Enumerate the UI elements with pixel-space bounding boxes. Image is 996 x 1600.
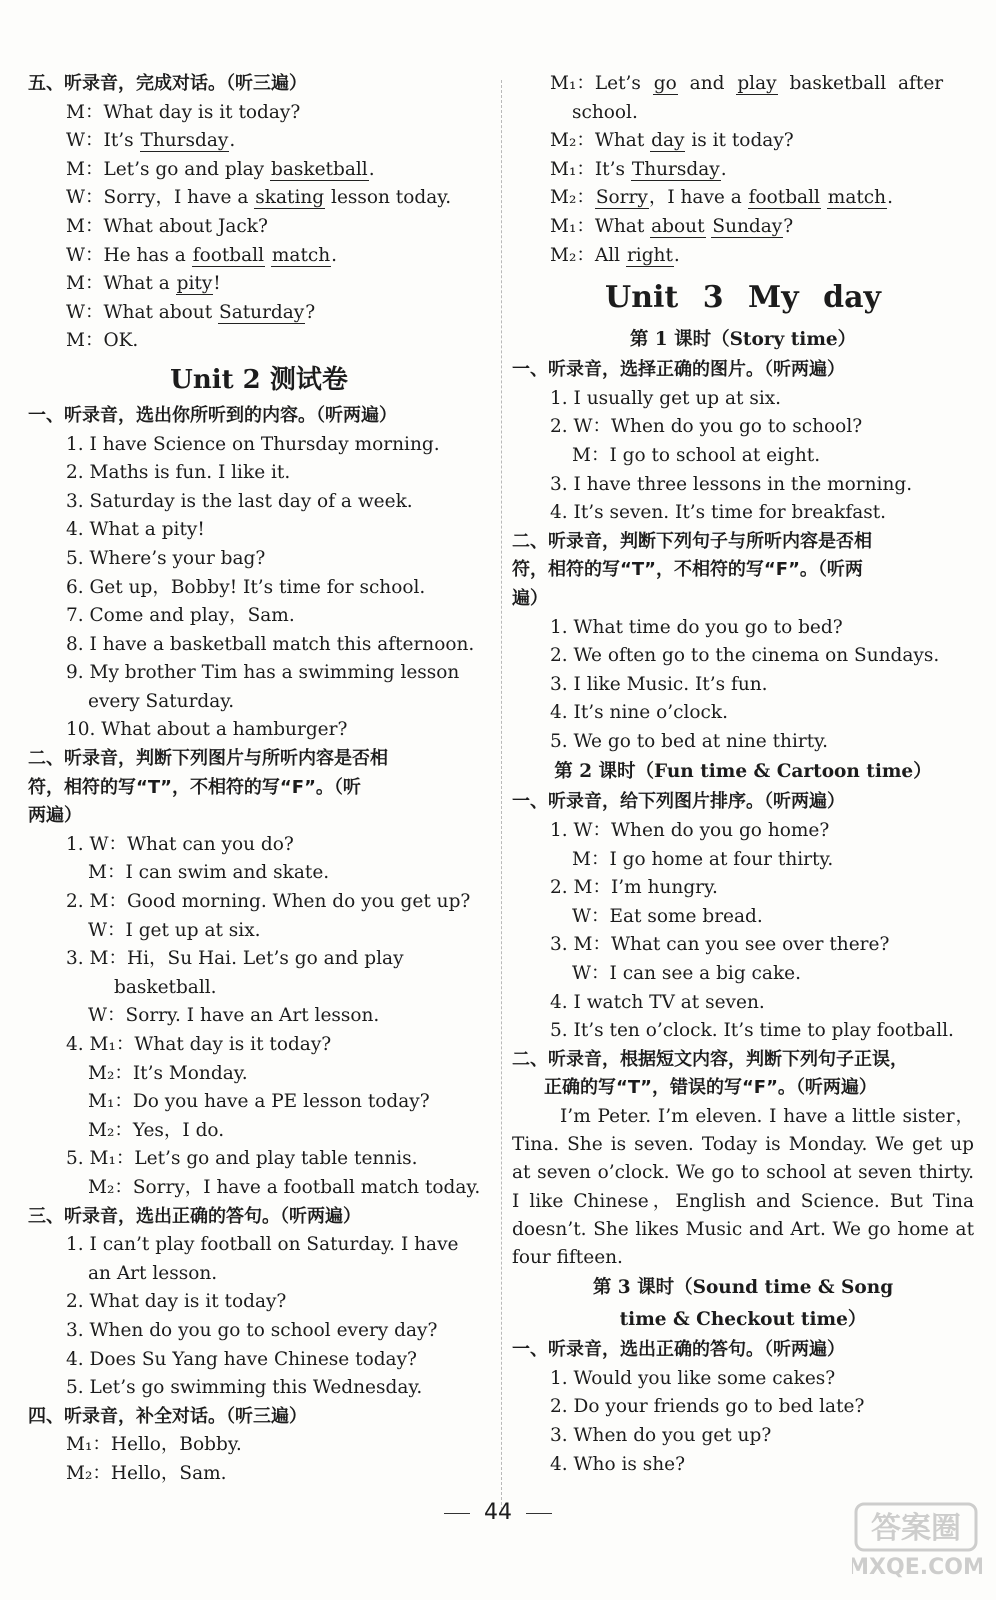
text-run: W：What about — [66, 301, 219, 323]
text-run: 2. W：When do you go to school? — [550, 416, 863, 438]
section-heading: 五、听录音，完成对话。（听三遍） — [28, 73, 307, 94]
text-run: M₂： — [550, 187, 595, 209]
section-heading: 一、听录音，选出你所听到的内容。（听两遍） — [28, 404, 397, 426]
text-run: 10. What about a hamburger? — [66, 719, 348, 741]
text-run: 3. When do you go to school every day? — [66, 1319, 438, 1341]
section-heading: 一、听录音，给下列图片排序。（听两遍） — [512, 791, 845, 813]
text-run: 4. Who is she? — [550, 1453, 686, 1475]
text-run: M₁：Let’s — [550, 73, 653, 94]
text-run: 4. I watch TV at seven. — [550, 991, 765, 1013]
text-run: W：I can see a big cake. — [572, 963, 801, 985]
lesson-title: time & Checkout time） — [619, 1309, 867, 1331]
answer-underline: match — [271, 244, 331, 266]
text-line — [512, 1017, 974, 1046]
text-line — [28, 888, 490, 917]
text-run: 6. Get up，Bobby! It’s time for school. — [66, 576, 426, 598]
lesson-title: 第 3 课时（Sound time & Song — [592, 1277, 894, 1299]
text-line — [28, 213, 490, 242]
text-line — [28, 659, 490, 688]
answer-underline: Saturday — [219, 301, 305, 323]
text-run: 8. I have a basketball match this afternoon. — [66, 633, 475, 655]
text-run: M₁：What — [550, 215, 651, 237]
text-line — [512, 960, 974, 989]
answer-underline: pity — [176, 273, 213, 295]
text-line — [28, 859, 490, 888]
text-line — [28, 1374, 490, 1403]
text-line — [28, 545, 490, 574]
text-line — [28, 488, 490, 517]
text-run: M₂：Yes，I do. — [88, 1119, 225, 1141]
section-heading: 正确的写“T”，错误的写“F”。（听两遍） — [544, 1077, 877, 1099]
left-column — [28, 70, 490, 1489]
text-line — [512, 989, 974, 1018]
text-line — [28, 184, 490, 213]
text-run: M₁：Do you have a PE lesson today? — [88, 1091, 430, 1113]
text-line — [512, 499, 974, 528]
text-line — [512, 1365, 974, 1394]
text-run: 3. I like Music. It’s fun. — [550, 673, 768, 695]
text-run: 7. Come and play，Sam. — [66, 605, 295, 627]
answer-underline: about — [651, 215, 705, 237]
footer-dash-right — [526, 1513, 552, 1514]
text-run: school. — [572, 101, 638, 123]
text-run: basketball after — [777, 73, 944, 94]
text-run: 2. Maths is fun. I like it. — [66, 462, 291, 484]
text-line — [512, 127, 974, 156]
text-run: . — [887, 187, 893, 209]
section-heading: 四、听录音，补全对话。（听三遍） — [28, 1405, 307, 1427]
text-run: 5. It’s ten o’clock. It’s time to play football. — [550, 1020, 954, 1042]
answer-underline: play — [737, 73, 777, 94]
text-run: W：Sorry，I have a — [66, 187, 255, 209]
text-line — [28, 1288, 490, 1317]
section-heading: 一、听录音，选出正确的答句。（听两遍） — [512, 1339, 845, 1361]
text-line — [28, 917, 490, 946]
text-run: every Saturday. — [88, 690, 235, 712]
text-line — [28, 270, 490, 299]
text-line — [28, 1117, 490, 1146]
text-run: M₁：Hello，Bobby. — [66, 1434, 242, 1456]
text-run: 2. We often go to the cinema on Sundays. — [550, 645, 940, 667]
text-line — [512, 242, 974, 271]
text-run: . — [229, 130, 236, 152]
text-run: 5. M₁：Let’s go and play table tennis. — [66, 1148, 418, 1170]
text-run: M：What a — [66, 273, 176, 295]
text-run: M₂：Hello，Sam. — [66, 1462, 227, 1484]
text-run: 1. I have Science on Thursday morning. — [66, 433, 440, 455]
text-line — [28, 602, 490, 631]
text-run: is it today? — [685, 130, 794, 152]
text-run — [265, 245, 271, 266]
text-line — [512, 413, 974, 442]
text-line — [512, 213, 974, 242]
text-run: 2. What day is it today? — [66, 1291, 287, 1313]
text-run: M₂：It’s Monday. — [88, 1062, 248, 1084]
text-run: an Art lesson. — [88, 1262, 218, 1284]
text-run: 3. When do you get up? — [550, 1425, 772, 1446]
text-line — [28, 327, 490, 356]
text-line — [512, 385, 974, 414]
text-line — [512, 846, 974, 875]
answer-underline: football — [748, 187, 820, 209]
text-run: ? — [783, 215, 794, 237]
answer-underline: basketball — [271, 158, 368, 180]
answer-underline: Thursday — [631, 158, 720, 180]
text-line — [28, 1346, 490, 1375]
lesson-title: 第 2 课时（Fun time & Cartoon time） — [554, 761, 932, 783]
text-run: . — [720, 158, 727, 180]
section-heading: 符，相符的写“T”，不相符的写“F”。（听两 — [512, 559, 863, 581]
text-line — [512, 471, 974, 500]
text-run: M₁：It’s — [550, 158, 631, 180]
text-run: M：What about Jack? — [66, 215, 268, 237]
text-run: M：What day is it today? — [66, 101, 301, 123]
answer-underline: Sunday — [712, 215, 783, 237]
text-line — [28, 299, 490, 328]
text-line — [512, 728, 974, 757]
text-line — [28, 516, 490, 545]
page-footer — [0, 1500, 996, 1525]
text-run: 5. Where’s your bag? — [66, 547, 266, 569]
answer-underline: right — [626, 244, 673, 266]
text-line — [512, 99, 974, 128]
text-line — [512, 70, 974, 99]
answer-underline: football — [192, 244, 264, 266]
text-run: M：I can swim and skate. — [88, 862, 330, 884]
text-run: M：OK. — [66, 330, 139, 352]
unit-title: Unit 3 My day — [605, 280, 881, 316]
text-line — [512, 184, 974, 213]
text-run: . — [331, 244, 338, 266]
text-run: 1. W：When do you go home? — [550, 820, 830, 842]
text-run — [821, 187, 827, 208]
text-run: 4. It’s seven. It’s time for breakfast. — [550, 502, 887, 524]
text-run: 3. I have three lessons in the morning. — [550, 473, 913, 495]
text-line — [28, 974, 490, 1003]
text-line — [28, 99, 490, 128]
text-run: W：I get up at six. — [88, 919, 261, 941]
text-line — [28, 1431, 490, 1460]
text-run: basketball. — [114, 976, 217, 998]
watermark-url: MXQE.COM — [852, 1555, 982, 1580]
text-run: 4. It’s nine o’clock. — [550, 702, 728, 724]
text-line — [28, 242, 490, 271]
section-heading: 遍） — [512, 587, 548, 609]
text-run: M₂：All — [550, 244, 626, 266]
text-line — [512, 156, 974, 185]
text-line — [28, 945, 490, 974]
section-heading: 三、听录音，选出正确的答句。（听两遍） — [28, 1205, 361, 1227]
section-heading: 二、听录音，判断下列句子与所听内容是否相 — [512, 530, 872, 552]
unit-title: Unit 2 测试卷 — [170, 364, 348, 395]
lesson-title: 第 1 课时（Story time） — [629, 329, 857, 351]
answer-underline: day — [651, 130, 685, 152]
text-line — [28, 1231, 490, 1260]
text-run: M₂：Sorry，I have a football match today. — [88, 1176, 481, 1198]
column-divider — [501, 80, 502, 1510]
text-run: M₂：What — [550, 130, 651, 152]
text-run: 4. What a pity! — [66, 519, 205, 541]
watermark-logo — [852, 1498, 982, 1582]
text-run: 2. M：Good morning. When do you get up? — [66, 891, 471, 913]
text-line — [28, 1260, 490, 1289]
answer-underline: match — [827, 187, 887, 209]
text-line — [512, 442, 974, 471]
text-line — [28, 1460, 490, 1489]
text-line — [28, 1002, 490, 1031]
text-run: M：I go home at four thirty. — [572, 848, 834, 870]
text-line — [512, 874, 974, 903]
text-run: 2. Do your friends go to bed late? — [550, 1396, 865, 1418]
text-line — [512, 1451, 974, 1480]
text-run: lesson today. — [325, 187, 452, 209]
watermark-logo-icon — [852, 1498, 982, 1582]
text-line — [28, 574, 490, 603]
text-line — [28, 1317, 490, 1346]
text-run: . — [673, 244, 680, 266]
text-run: ，I have a — [648, 187, 748, 209]
text-line — [512, 699, 974, 728]
text-run: 2. M：I’m hungry. — [550, 877, 718, 899]
text-line — [28, 1088, 490, 1117]
text-line — [28, 716, 490, 745]
text-line — [28, 631, 490, 660]
text-run: 1. What time do you go to bed? — [550, 616, 843, 638]
text-run: 4. M₁：What day is it today? — [66, 1034, 332, 1055]
right-column — [512, 70, 974, 1479]
text-line — [512, 903, 974, 932]
text-run: and — [677, 73, 737, 94]
text-run: 9. My brother Tim has a swimming lesson — [66, 662, 460, 684]
answer-underline: skating — [255, 187, 325, 209]
text-line — [28, 127, 490, 156]
answer-underline: Sorry — [595, 187, 648, 209]
text-run: W：It’s — [66, 130, 140, 152]
section-heading: 二、听录音，判断下列图片与所听内容是否相 — [28, 748, 388, 770]
text-line — [512, 1422, 974, 1451]
text-run: ! — [213, 273, 221, 295]
section-heading: 符，相符的写“T”，不相符的写“F”。（听 — [28, 776, 361, 798]
section-heading: 两遍） — [28, 805, 82, 827]
footer-dash-left — [444, 1513, 470, 1514]
text-run: M：I go to school at eight. — [572, 444, 821, 466]
watermark-logo-text: 答案圈 — [871, 1511, 961, 1546]
text-run: 3. Saturday is the last day of a week. — [66, 490, 413, 512]
text-line — [28, 1031, 490, 1060]
text-line — [28, 1060, 490, 1089]
text-line — [28, 688, 490, 717]
text-line — [28, 1174, 490, 1203]
text-line — [512, 817, 974, 846]
text-run: 4. Does Su Yang have Chinese today? — [66, 1348, 417, 1370]
page-number: 44 — [484, 1500, 512, 1525]
text-run: W：He has a — [66, 244, 192, 266]
text-run: W：Sorry. I have an Art lesson. — [88, 1005, 380, 1027]
text-run: W：Eat some bread. — [572, 905, 763, 927]
text-line — [512, 642, 974, 671]
text-run: 3. M：Hi，Su Hai. Let’s go and play — [66, 948, 404, 970]
text-run: ? — [305, 301, 316, 323]
section-heading: 二、听录音，根据短文内容，判断下列句子正误， — [512, 1048, 908, 1070]
text-line — [28, 459, 490, 488]
section-heading: 一、听录音，选择正确的图片。（听两遍） — [512, 359, 845, 381]
text-run: 1. W：What can you do? — [66, 833, 294, 855]
text-run: 1. I can’t play football on Saturday. I have — [66, 1234, 459, 1256]
text-run: 5. We go to bed at nine thirty. — [550, 730, 829, 752]
text-line — [512, 931, 974, 960]
text-run: 1. Would you like some cakes? — [550, 1367, 836, 1389]
text-line — [512, 671, 974, 700]
text-run: . — [368, 158, 375, 180]
text-run: 1. I usually get up at six. — [550, 387, 782, 409]
answer-underline: go — [653, 73, 677, 94]
text-line — [28, 831, 490, 860]
answer-underline: Thursday — [140, 130, 229, 152]
text-line — [28, 1145, 490, 1174]
passage-paragraph: I’m Peter. I’m eleven. I have a little sister，Tina. She is seven. Today is Monday. We get up at seven o’clock. We go to school at seven thirty. I like Chinese，English and Science. But Tina doesn’t. She likes Music and Art. We go home at four fifteen. — [512, 1106, 974, 1269]
text-line — [28, 431, 490, 460]
text-run: 5. Let’s go swimming this Wednesday. — [66, 1377, 423, 1399]
text-line — [28, 156, 490, 185]
text-run: M：Let’s go and play — [66, 158, 271, 180]
text-line — [512, 1393, 974, 1422]
text-line — [512, 614, 974, 643]
text-run: 3. M：What can you see over there? — [550, 934, 890, 956]
